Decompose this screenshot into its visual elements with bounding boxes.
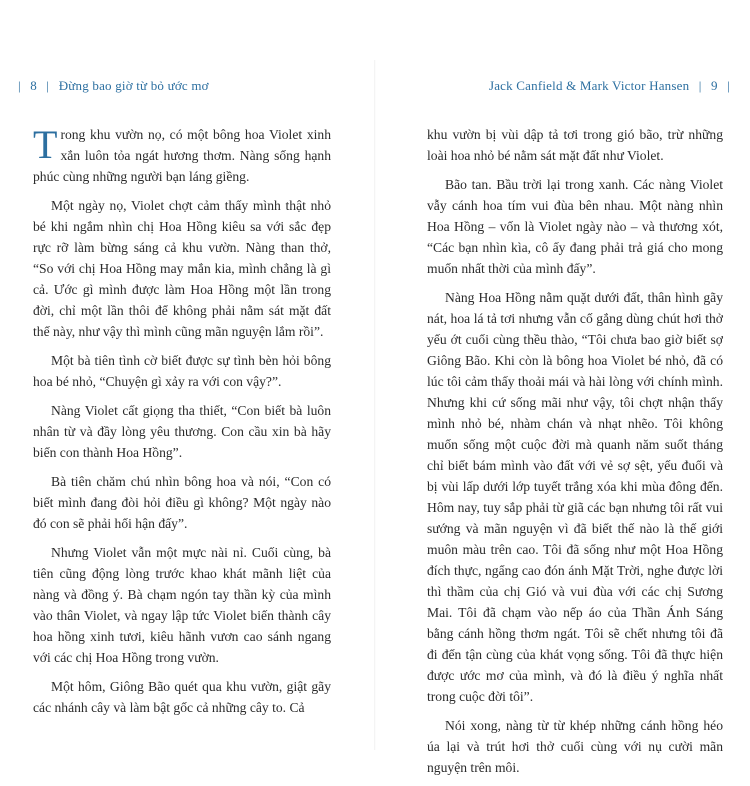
right-page xyxy=(375,0,750,775)
paragraph: Một bà tiên tình cờ biết được sự tình bèn hỏi bông hoa bé nhỏ, “Chuyện gì xảy ra với con vậy?”. xyxy=(33,353,331,389)
right-body-text xyxy=(427,124,723,786)
paragraph-continuation: khu vườn bị vùi dập tả tơi trong gió bão, trừ những loài hoa nhỏ bé nằm sát mặt đất như Violet. xyxy=(427,127,723,163)
drop-cap: T xyxy=(33,122,58,167)
left-header-title: Đừng bao giờ từ bỏ ước mơ xyxy=(58,78,209,93)
paragraph: Một hôm, Giông Bão quét qua khu vườn, giật gãy các nhánh cây và làm bật gốc cả những cây to. Cả xyxy=(33,679,331,715)
right-page-number: 9 xyxy=(711,78,718,93)
paragraph: Bà tiên chăm chú nhìn bông hoa và nói, “Con có biết mình đang đòi hỏi điều gì không? Một ngày nào đó con sẽ phải hối hận đấy”. xyxy=(33,474,331,531)
paragraph: Nói xong, nàng từ từ khép những cánh hồng héo úa lại và trút hơi thở cuối cùng với nụ cười mãn nguyện trên môi. xyxy=(427,718,723,775)
left-body-text xyxy=(33,124,331,726)
paragraph: Bão tan. Bầu trời lại trong xanh. Các nàng Violet vẫy cánh hoa tím vui đùa bên nhau. Một nàng nhìn Hoa Hồng – vốn là Violet ngày nào – và thương xót, “Các bạn nhìn kìa, cô ấy đang phải trả giá cho mong muốn nhất thời của mình đấy”. xyxy=(427,177,723,276)
right-running-header: Jack Canfield & Mark Victor Hansen | 9 | xyxy=(488,78,730,93)
right-header-title: Jack Canfield & Mark Victor Hansen xyxy=(488,78,690,93)
paragraph: Trong khu vườn nọ, có một bông hoa Violet xinh xắn luôn tỏa ngát hương thơm. Nàng sống hạnh phúc cùng những người bạn láng giềng. xyxy=(33,122,331,184)
left-page-number: 8 xyxy=(30,78,37,93)
paragraph: Nhưng Violet vẫn một mực nài nỉ. Cuối cùng, bà tiên cũng động lòng trước khao khát mãnh liệt của nàng và đồng ý. Bà chạm ngón tay thần kỳ của mình vào thân Violet, và ngay lập tức Violet biến thành cây hoa hồng xinh tươi, kiêu hãnh vươn cao sánh ngang với các chị Hoa Hồng trong vườn. xyxy=(33,545,331,665)
left-page xyxy=(0,0,375,750)
paragraph: Nàng Hoa Hồng nằm quặt dưới đất, thân hình gãy nát, hoa lá tả tơi nhưng vẫn cố gắng dùng chút hơi thở yếu ớt cuối cùng thều thào, “Tôi chưa bao giờ biết sợ Giông Bão. Khi còn là bông hoa Violet bé nhỏ, đã có lúc tôi cảm thấy thoải mái và hài lòng với chính mình. Nhưng khi cứ sống mãi như vậy, tôi chợt nhận thấy mình nhỏ bé, nhàm chán và nhạt nhẽo. Tôi không muốn sống một cuộc đời mà quanh năm suốt tháng chỉ biết bám mình vào đất với vẻ sợ sệt, yếu đuối và bị vùi lấp dưới lớp tuyết trắng xóa khi mùa đông đến. Hôm nay, tuy sắp phải từ giã các bạn nhưng tôi rất vui sướng và mãn nguyện vì đã biết thế nào là thế giới muôn màu trên cao. Tôi đã sống như một Hoa Hồng đích thực, ngẩng cao đón ánh Mặt Trời, nghe được lời thì thầm của chị Gió và vui đùa với các chị Sương Mai. Tôi đã chạm vào nếp áo của Thần Ánh Sáng bằng cánh hồng thơm ngát. Tôi sẽ chết nhưng tôi đã đi đến tận cùng của khát vọng sống. Tôi đã thực hiện được ước mơ của mình, và đó là điều ý nghĩa nhất trong cuộc đời tôi”. xyxy=(427,290,723,704)
paragraph: Nàng Violet cất giọng tha thiết, “Con biết bà luôn nhân từ và đầy lòng yêu thương. Con cầu xin bà hãy biến con thành Hoa Hồng”. xyxy=(33,403,331,460)
paragraph: Một ngày nọ, Violet chợt cảm thấy mình thật nhỏ bé khi ngắm nhìn chị Hoa Hồng kiêu sa với sắc đẹp rực rỡ làm bừng sáng cả khu vườn. Nàng than thở, “So với chị Hoa Hồng may mắn kia, mình chẳng là gì cả. Ước gì mình được làm Hoa Hồng một lần trong đời, chỉ một lần thôi để không phải nằm sát mặt đất thế này, như vậy thì mình cũng mãn nguyện lắm rồi”. xyxy=(33,198,331,339)
left-running-header: | 8 | Đừng bao giờ từ bỏ ước mơ xyxy=(18,78,209,93)
